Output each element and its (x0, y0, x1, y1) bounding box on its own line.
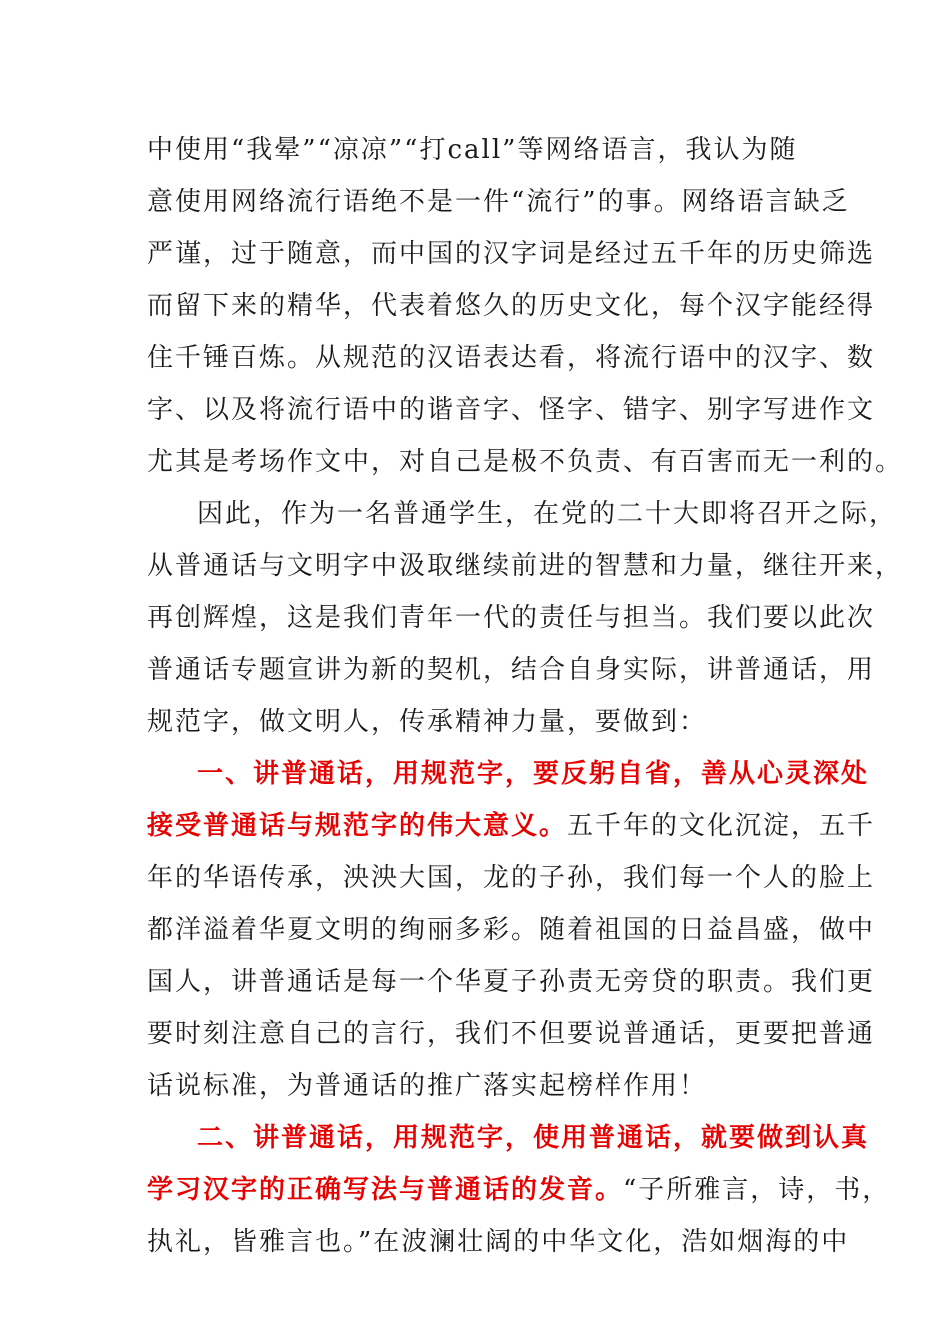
section-heading-two: 二、讲普通话，用规范字，使用普通话，就要做到认真 (197, 1123, 870, 1153)
mixed-line (147, 806, 875, 846)
section-heading-two-end: 学习汉字的正确写法与普通话的发音。 (147, 1175, 624, 1205)
body-line: 而留下来的精华，代表着悠久的历史文化，每个汉字能经得 (147, 291, 876, 321)
body-line: 严谨，过于随意，而中国的汉字词是经过五千年的历史筛选 (147, 239, 876, 269)
body-line: 规范字，做文明人，传承精神力量，要做到： (147, 707, 708, 737)
paragraph-start-line: 因此，作为一名普通学生，在党的二十大即将召开之际， (197, 499, 898, 529)
body-line: 要时刻注意自己的言行，我们不但要说普通话，更要把普通 (147, 1019, 876, 1049)
body-line: 执礼，皆雅言也。”在波澜壮阔的中华文化，浩如烟海的中 (147, 1227, 850, 1257)
body-line: 中使用“我晕”“凉凉”“打call”等网络语言，我认为随 (147, 135, 798, 165)
body-text: “子所雅言，诗，书， (623, 1175, 891, 1205)
body-line: 话说标准，为普通话的推广落实起榜样作用！ (147, 1071, 708, 1101)
body-line: 都洋溢着华夏文明的绚丽多彩。随着祖国的日益昌盛，做中 (147, 915, 876, 945)
body-text: 五千年的文化沉淀，五千 (567, 811, 876, 841)
body-line: 国人，讲普通话是每一个华夏子孙责无旁贷的职责。我们更 (147, 967, 876, 997)
body-line: 从普通话与文明字中汲取继续前进的智慧和力量，继往开来， (147, 551, 904, 581)
body-line: 年的华语传承，泱泱大国，龙的子孙，我们每一个人的脸上 (147, 863, 876, 893)
body-line: 住千锤百炼。从规范的汉语表达看，将流行语中的汉字、数 (147, 343, 876, 373)
body-line: 字、以及将流行语中的谐音字、怪字、错字、别字写进作文 (147, 395, 876, 425)
body-line: 普通话专题宣讲为新的契机，结合自身实际，讲普通话，用 (147, 655, 876, 685)
body-line: 再创辉煌，这是我们青年一代的责任与担当。我们要以此次 (147, 603, 876, 633)
body-line: 尤其是考场作文中，对自己是极不负责、有百害而无一利的。 (147, 447, 904, 477)
section-heading-one: 一、讲普通话，用规范字，要反躬自省，善从心灵深处 (197, 759, 870, 789)
section-heading-one-end: 接受普通话与规范字的伟大意义。 (147, 811, 568, 841)
body-line: 意使用网络流行语绝不是一件“流行”的事。网络语言缺乏 (147, 187, 850, 217)
mixed-line (147, 1170, 890, 1210)
